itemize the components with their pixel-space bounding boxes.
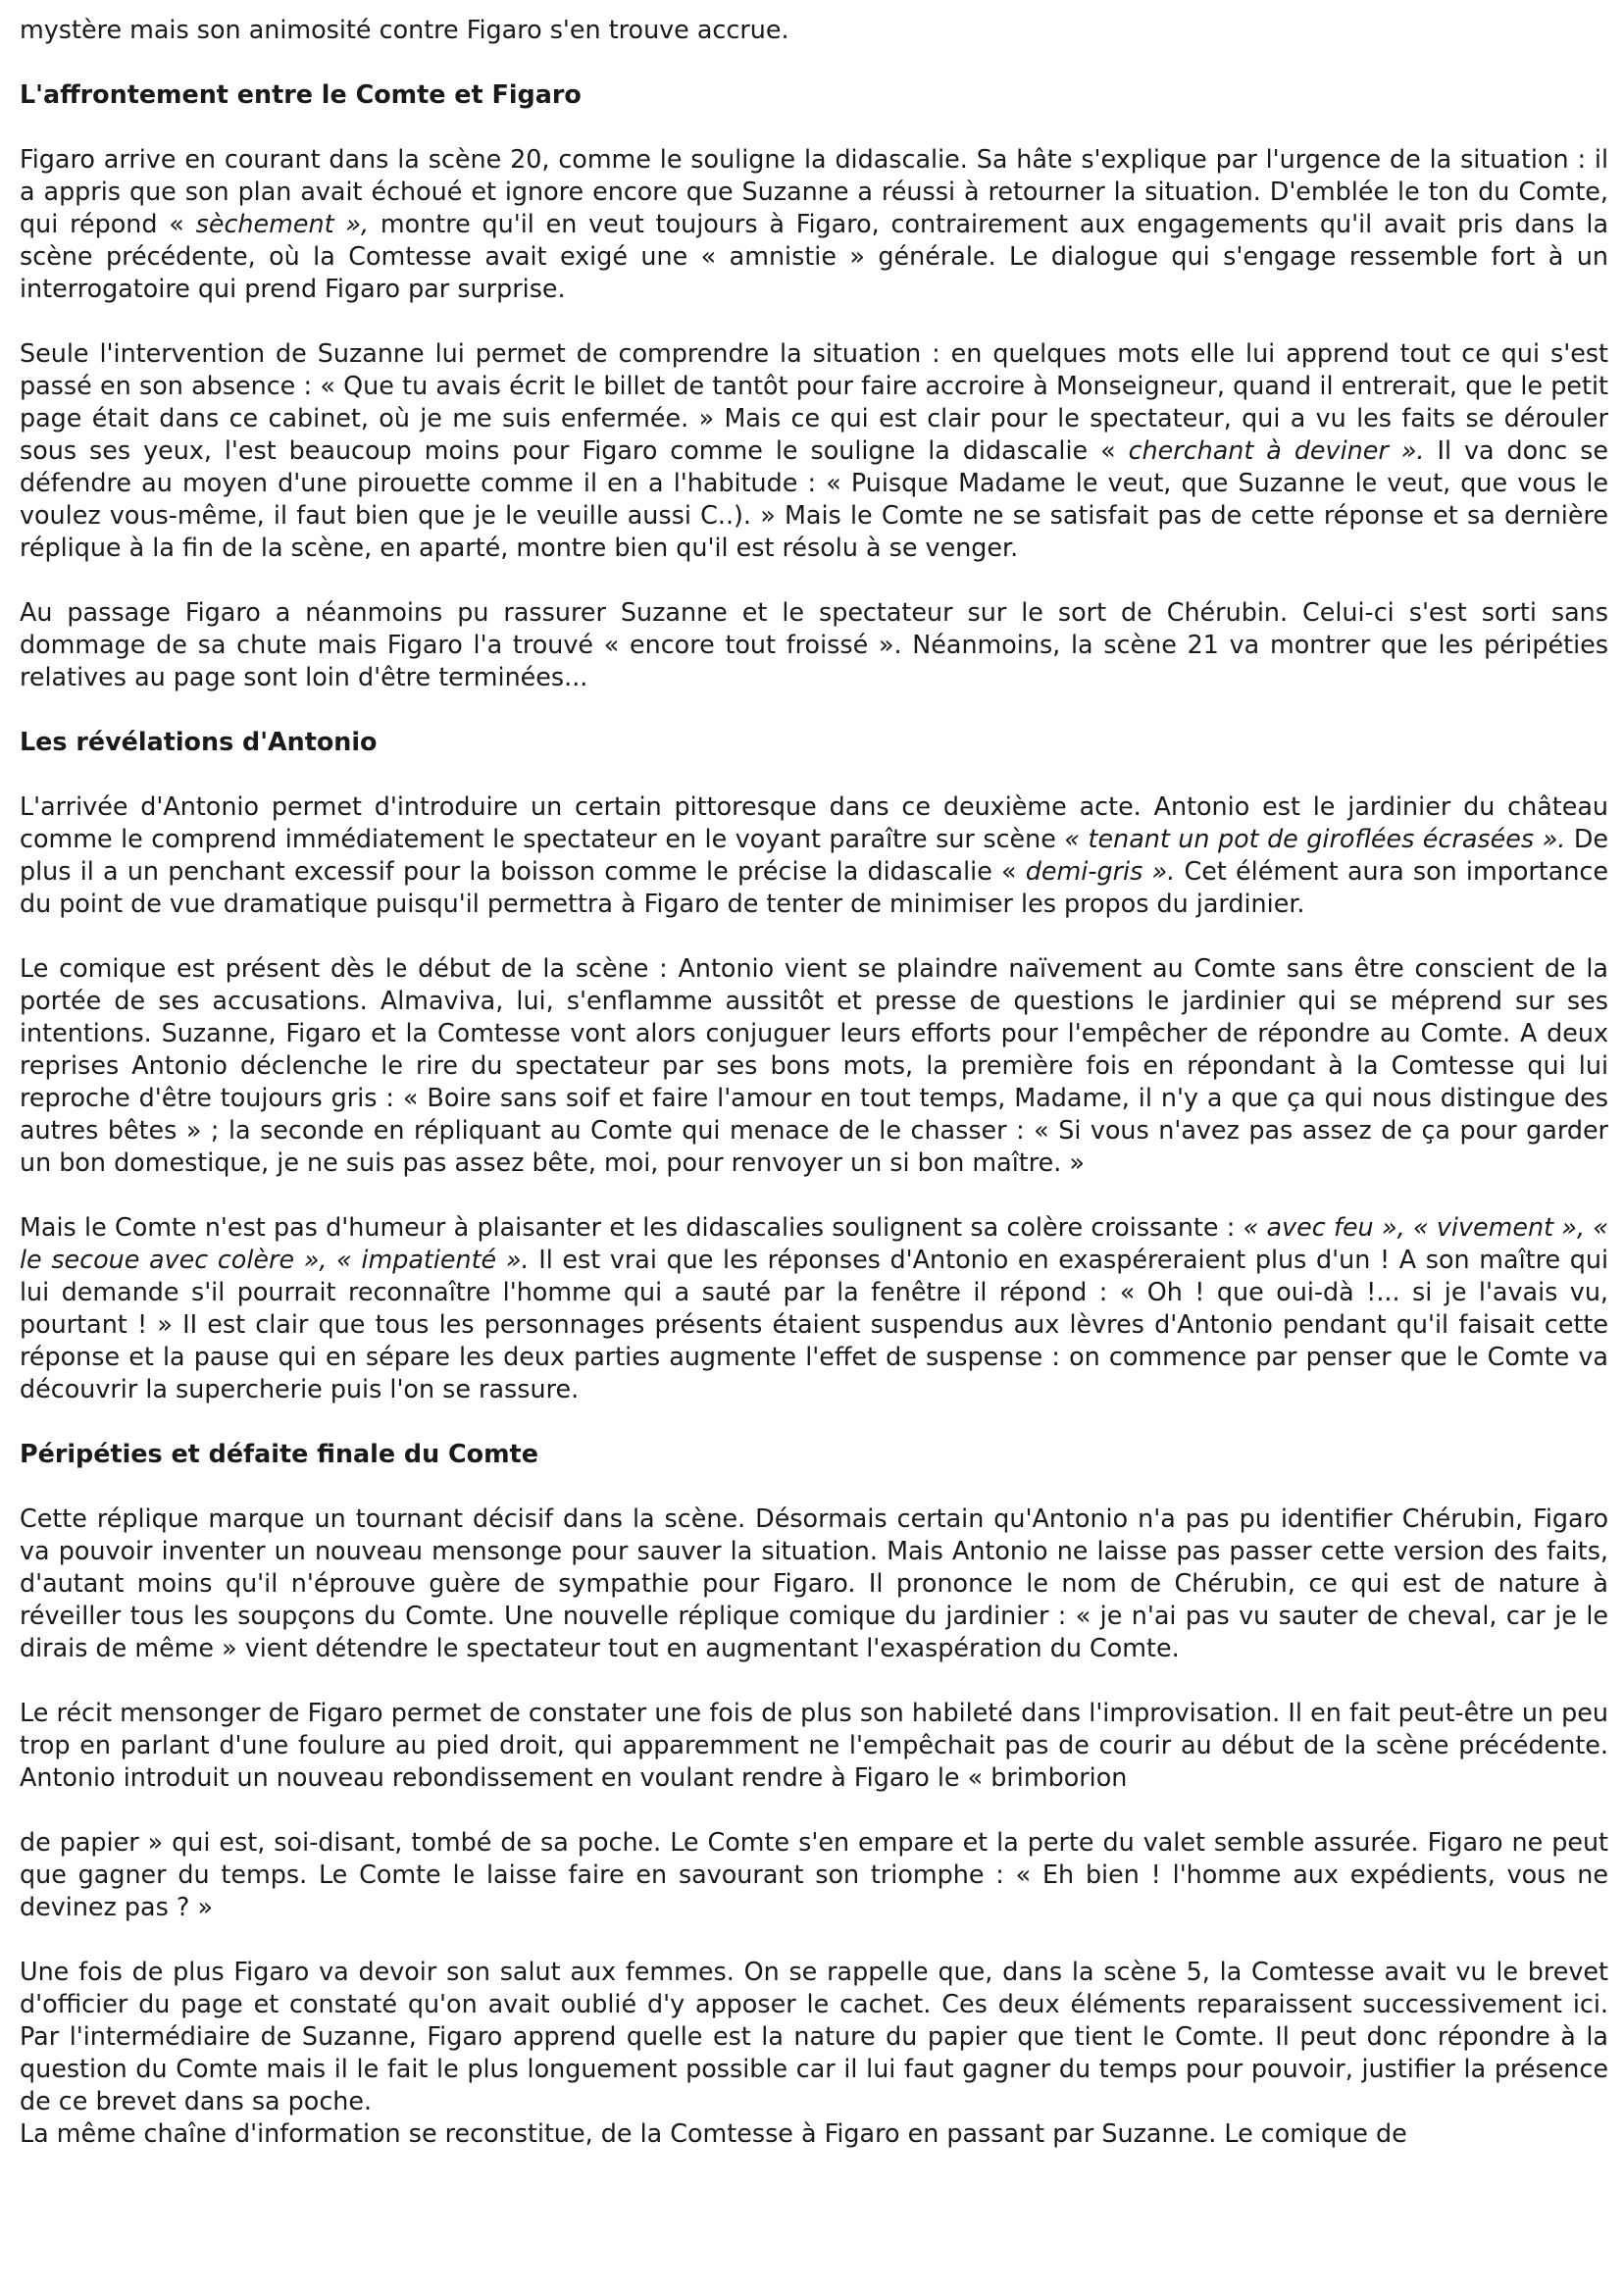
paragraph	[20, 1697, 1608, 1794]
opening-line: mystère mais son animosité contre Figaro s'en trouve accrue.	[20, 15, 789, 44]
section-heading: Péripéties et défaite finale du Comte	[20, 1439, 538, 1468]
text-run: montre qu'il en veut toujours à Figaro, contrairement aux engagements qu'il avait pris dans la scène précédente, où la Comtesse avait exigé une « amnistie » générale. Le dialogue qui s'engage ressemble fort à un interrogatoire qui prend Figaro par surprise.	[20, 209, 1609, 303]
paragraph	[20, 337, 1608, 564]
paragraph	[20, 790, 1608, 920]
text-run: De plus il a un penchant excessif pour la boisson comme le précise la didascalie «	[20, 824, 1608, 886]
text-run: Il va donc se défendre au moyen d'une pirouette comme il en a l'habitude : « Puisque Madame le veut, que Suzanne le veut, que vous le voulez vous-même, il faut bien que je le veuille aussi C..). » Mais le Comte ne se satisfait pas de cette réponse et sa dernière réplique à la fin de la scène, en aparté, montre bien qu'il est résolu à se venger.	[20, 435, 1609, 562]
italic-quote: « avec feu », « vivement », « le secoue avec colère », « impatienté ».	[20, 1212, 1608, 1274]
paragraph	[20, 1503, 1608, 1664]
paragraph	[20, 1826, 1608, 1923]
text-run: Seule l'intervention de Suzanne lui permet de comprendre la situation : en quelques mots elle lui apprend tout ce qui s'est passé en son absence : « Que tu avais écrit le billet de tantôt pour faire accroire à Monseigneur, quand il entrerait, que le petit page était dans ce cabinet, où je me suis enfermée. » Mais ce qui est clair pour le spectateur, qui a vu les faits se dérouler sous ses yeux, l'est beaucoup moins pour Figaro comme le souligne la didascalie «	[20, 338, 1608, 465]
paragraph	[20, 2117, 1608, 2150]
text-run: L'arrivée d'Antonio permet d'introduire un certain pittoresque dans ce deuxième acte. Antonio est le jardinier du château comme le comprend immédiatement le spectateur en le voyant paraître sur scène	[20, 791, 1608, 853]
italic-quote: sèchement »,	[195, 209, 370, 238]
italic-quote: « tenant un pot de giroflées écrasées ».	[1064, 824, 1566, 853]
text-run: La même chaîne d'information se reconstitue, de la Comtesse à Figaro en passant par Suzanne. Le comique de	[20, 2118, 1407, 2148]
section-heading: Les révélations d'Antonio	[20, 727, 378, 756]
text-run: Le comique est présent dès le début de la scène : Antonio vient se plaindre naïvement au Comte sans être conscient de la portée de ses accusations. Almaviva, lui, s'enflamme aussitôt et presse de questions le jardinier qui se méprend sur ses intentions. Suzanne, Figaro et la Comtesse vont alors conjuguer leurs efforts pour l'empêcher de répondre au Comte. A deux reprises Antonio déclenche le rire du spectateur par ses bons mots, la première fois en répondant à la Comtesse qui lui reproche d'être toujours gris : « Boire sans soif et faire l'amour en tout temps, Madame, il n'y a que ça qui nous distingue des autres bêtes » ; la seconde en répliquant au Comte qui menace de le chasser : « Si vous n'avez pas assez de ça pour garder un bon domestique, je ne suis pas assez bête, moi, pour renvoyer un si bon maître. »	[20, 953, 1608, 1177]
text-run: Cette réplique marque un tournant décisif dans la scène. Désormais certain qu'Antonio n'a pas pu identifier Chérubin, Figaro va pouvoir inventer un nouveau mensonge pour sauver la situation. Mais Antonio ne laisse pas passer cette version des faits, d'autant moins qu'il n'éprouve guère de sympathie pour Figaro. Il prononce le nom de Chérubin, ce qui est de nature à réveiller tous les soupçons du Comte. Une nouvelle réplique comique du jardinier : « je n'ai pas vu sauter de cheval, car je le dirais de même » vient détendre le spectateur tout en augmentant l'exaspération du Comte.	[20, 1504, 1608, 1662]
section-heading: L'affrontement entre le Comte et Figaro	[20, 79, 582, 109]
text-run: de papier » qui est, soi-disant, tombé de sa poche. Le Comte s'en empare et la perte du valet semble assurée. Figaro ne peut que gagner du temps. Le Comte le laisse faire en savourant son triomphe : « Eh bien ! l'homme aux expédients, vous ne devinez pas ? »	[20, 1827, 1608, 1921]
paragraph	[20, 143, 1608, 305]
text-run: Mais le Comte n'est pas d'humeur à plaisanter et les didascalies soulignent sa colère croissante :	[20, 1212, 1243, 1242]
paragraph	[20, 952, 1608, 1179]
paragraph	[20, 1211, 1608, 1405]
paragraph	[20, 1956, 1608, 2117]
italic-quote: demi-gris ».	[1025, 856, 1176, 886]
text-run: Cet élément aura son importance du point de vue dramatique puisqu'il permettra à Figaro de tenter de minimiser les propos du jardinier.	[20, 856, 1608, 918]
text-run: Il est vrai que les réponses d'Antonio en exaspéreraient plus d'un ! A son maître qui lui demande s'il pourrait reconnaître l'homme qui a sauté par la fenêtre il répond : « Oh ! que oui-dà !... si je l'avais vu, pourtant ! » II est clair que tous les personnages présents étaient suspendus aux lèvres d'Antonio pendant qu'il faisait cette réponse et la pause qui en sépare les deux parties augmente l'effet de suspense : on commence par penser que le Comte va découvrir la supercherie puis l'on se rassure.	[20, 1245, 1608, 1403]
text-run: Au passage Figaro a néanmoins pu rassurer Suzanne et le spectateur sur le sort de Chérubin. Celui-ci s'est sorti sans dommage de sa chute mais Figaro l'a trouvé « encore tout froissé ». Néanmoins, la scène 21 va montrer que les péripéties relatives au page sont loin d'être terminées...	[20, 597, 1608, 691]
text-run: Figaro arrive en courant dans la scène 20, comme le souligne la didascalie. Sa hâte s'explique par l'urgence de la situation : il a appris que son plan avait échoué et ignore encore que Suzanne a réussi à retourner la situation. D'emblée le ton du Comte, qui répond «	[20, 144, 1608, 238]
document-page	[20, 14, 1608, 2150]
italic-quote: cherchant à deviner ».	[1128, 435, 1425, 465]
paragraph	[20, 596, 1608, 693]
text-run: Le récit mensonger de Figaro permet de constater une fois de plus son habileté dans l'improvisation. Il en fait peut-être un peu trop en parlant d'une foulure au pied droit, qui apparemment ne l'empêchait pas de courir au début de la scène précédente. Antonio introduit un nouveau rebondissement en voulant rendre à Figaro le « brimborion	[20, 1698, 1608, 1792]
text-run: Une fois de plus Figaro va devoir son salut aux femmes. On se rappelle que, dans la scène 5, la Comtesse avait vu le brevet d'officier du page et constaté qu'on avait oublié d'y apposer le cachet. Ces deux éléments reparaissent successivement ici. Par l'intermédiaire de Suzanne, Figaro apprend quelle est la nature du papier que tient le Comte. Il peut donc répondre à la question du Comte mais il le fait le plus longuement possible car il lui faut gagner du temps pour pouvoir, justifier la présence de ce brevet dans sa poche.	[20, 1957, 1608, 2116]
